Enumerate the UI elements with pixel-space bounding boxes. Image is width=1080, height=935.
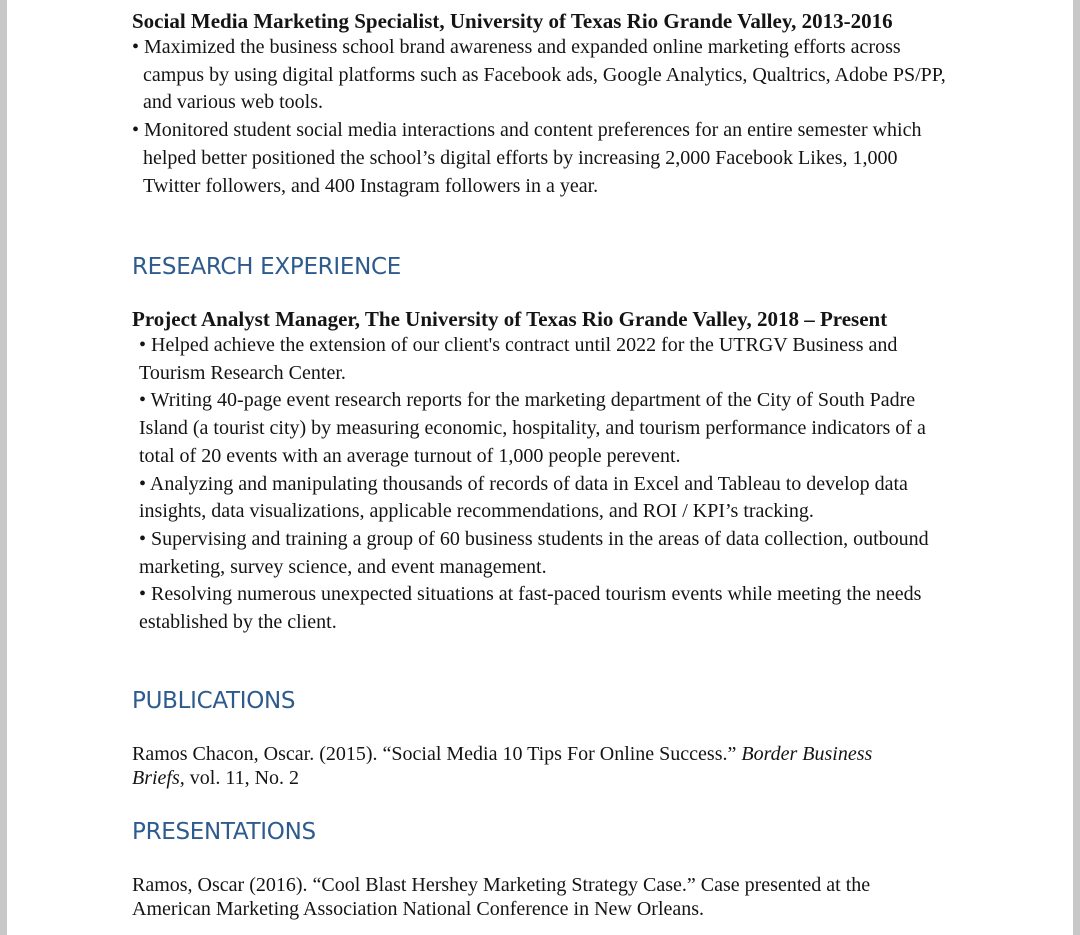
research-bullet: • Writing 40-page event research reports for the marketing department of the City of South Padre Island (a tourist city) by measuring economic, hospitality, and tourism performance indicators of a total of 20 events with an average turnout of 1,000 people perevent.: [139, 389, 926, 467]
publication-text: Ramos Chacon, Oscar. (2015). “Social Media 10 Tips For Online Success.”: [132, 743, 742, 765]
research-bullet: • Helped achieve the extension of our client's contract until 2022 for the UTRGV Business and Tourism Research Center.: [139, 334, 898, 384]
job-bullet: • Monitored student social media interactions and content preferences for an entire semester which helped better positioned the school’s digital efforts by increasing 2,000 Facebook Likes, 1,000 Twitter followers, and 400 Instagram followers in a year.: [132, 119, 922, 197]
job-project-analyst-manager: [132, 306, 947, 637]
presentation-citation: Ramos, Oscar (2016). “Cool Blast Hershey Marketing Strategy Case.” Case presented at the American Marketing Association National Conference in New Orleans.: [132, 874, 871, 920]
job-title: Project Analyst Manager, The University of Texas Rio Grande Valley, 2018 – Present: [132, 307, 888, 331]
research-bullet: • Analyzing and manipulating thousands of records of data in Excel and Tableau to develop data insights, data visualizations, applicable recommendations, and ROI / KPI’s tracking.: [139, 472, 908, 523]
section-heading-publications: PUBLICATIONS: [132, 688, 296, 714]
research-bullet: • Supervising and training a group of 60 business students in the areas of data collection, outbound marketing, survey science, and event management.: [139, 527, 929, 578]
research-bullet-list: [132, 332, 947, 637]
publication-entry: [132, 742, 922, 790]
job-bullet-list: [132, 34, 947, 200]
presentation-entry: [132, 873, 922, 921]
publication-citation: [132, 742, 922, 790]
job-title: Social Media Marketing Specialist, University of Texas Rio Grande Valley, 2013-2016: [132, 9, 893, 33]
job-social-media-specialist: [132, 8, 947, 200]
publication-volume: vol. 11, No. 2: [184, 767, 300, 789]
research-bullet: • Resolving numerous unexpected situations at fast-paced tourism events while meeting the needs established by the client.: [139, 583, 922, 634]
section-heading-presentations: PRESENTATIONS: [132, 819, 316, 845]
section-heading-research: RESEARCH EXPERIENCE: [132, 254, 401, 280]
publication-journal: Border Business Briefs,: [132, 743, 873, 789]
job-bullet: • Maximized the business school brand awareness and expanded online marketing efforts across campus by using digital platforms such as Facebook ads, Google Analytics, Qualtrics, Adobe PS/PP, and various web tools.: [132, 36, 946, 114]
resume-page: [7, 0, 1073, 935]
